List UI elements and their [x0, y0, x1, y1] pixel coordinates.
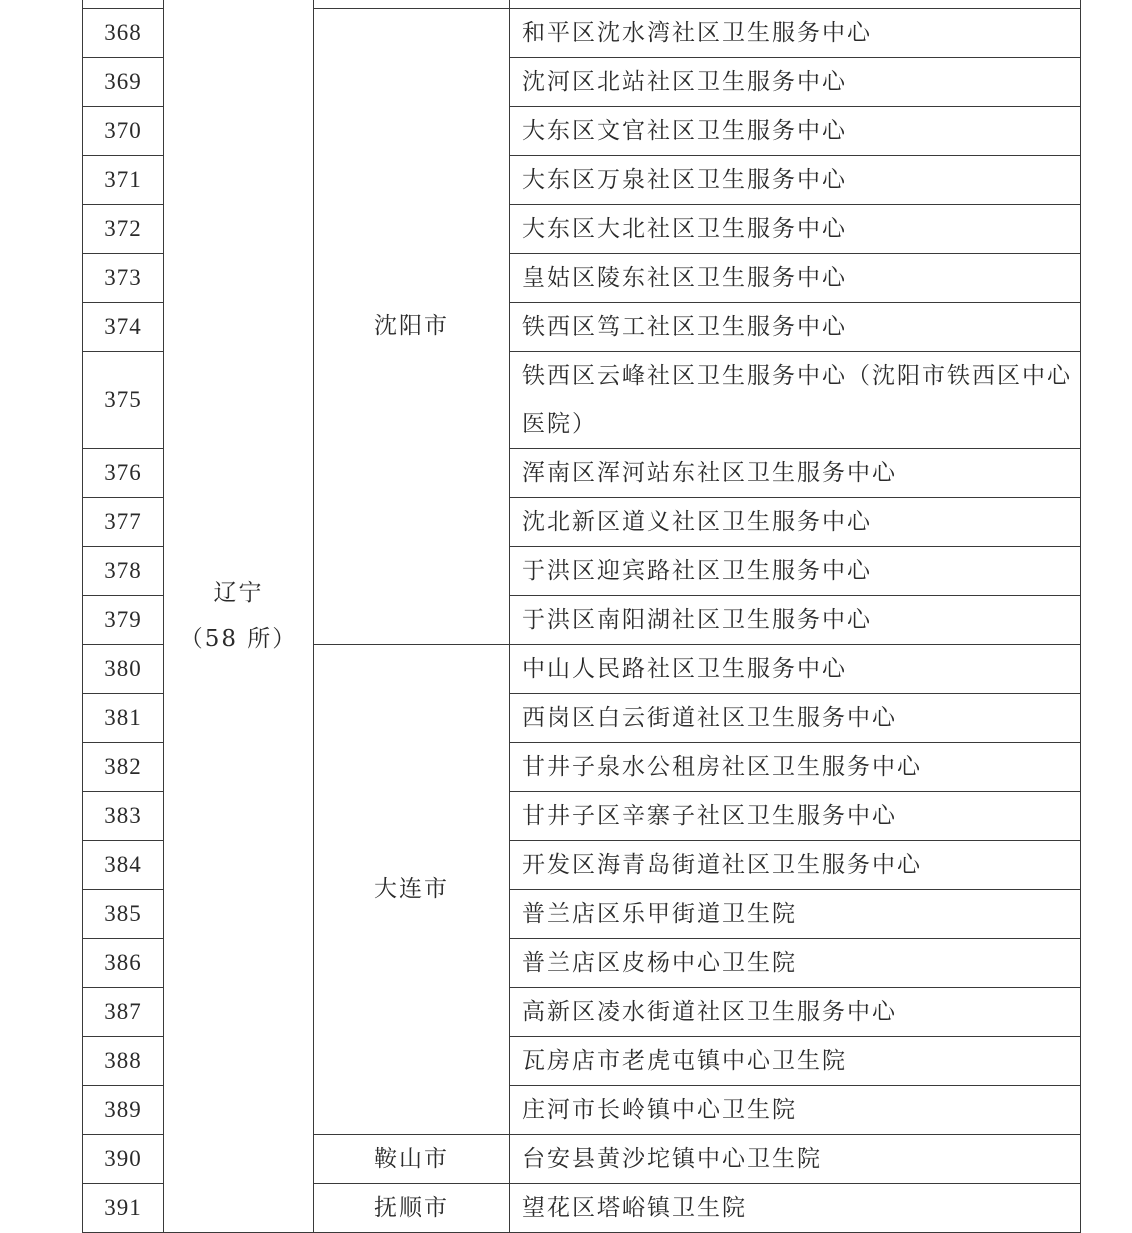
institution-name: 沈河区北站社区卫生服务中心: [510, 57, 1081, 106]
institution-name: 和平区沈水湾社区卫生服务中心: [510, 8, 1081, 57]
institution-name: 望花区塔峪镇卫生院: [510, 1183, 1081, 1232]
table-row: [83, 0, 1081, 8]
row-number: 375: [83, 351, 164, 448]
city-anshan: 鞍山市: [314, 1134, 510, 1183]
city-fushun: 抚顺市: [314, 1183, 510, 1232]
province-cell: [164, 0, 314, 1232]
row-number: 383: [83, 791, 164, 840]
row-number: 384: [83, 840, 164, 889]
institution-name: 大东区文官社区卫生服务中心: [510, 106, 1081, 155]
institution-name: 浑南区浑河站东社区卫生服务中心: [510, 448, 1081, 497]
row-number: 378: [83, 546, 164, 595]
row-number: 369: [83, 57, 164, 106]
institution-name: 沈北新区道义社区卫生服务中心: [510, 497, 1081, 546]
institution-name: 普兰店区乐甲街道卫生院: [510, 889, 1081, 938]
institution-name: 铁西区云峰社区卫生服务中心（沈阳市铁西区中心医院）: [510, 351, 1081, 448]
row-number: 380: [83, 644, 164, 693]
institution-name: 普兰店区皮杨中心卫生院: [510, 938, 1081, 987]
row-number: 373: [83, 253, 164, 302]
institution-name: 高新区凌水街道社区卫生服务中心: [510, 987, 1081, 1036]
row-number: 389: [83, 1085, 164, 1134]
institution-name: 甘井子泉水公租房社区卫生服务中心: [510, 742, 1081, 791]
institution-name: 西岗区白云街道社区卫生服务中心: [510, 693, 1081, 742]
row-number: 377: [83, 497, 164, 546]
institution-name: 甘井子区辛寨子社区卫生服务中心: [510, 791, 1081, 840]
row-number: 391: [83, 1183, 164, 1232]
institution-name: 于洪区迎宾路社区卫生服务中心: [510, 546, 1081, 595]
city-shenyang: 沈阳市: [314, 8, 510, 644]
institution-name: 庄河市长岭镇中心卫生院: [510, 1085, 1081, 1134]
row-number: 372: [83, 204, 164, 253]
row-number: 376: [83, 448, 164, 497]
row-number: 374: [83, 302, 164, 351]
institution-name: 中山人民路社区卫生服务中心: [510, 644, 1081, 693]
city-dalian: 大连市: [314, 644, 510, 1134]
institution-name: 于洪区南阳湖社区卫生服务中心: [510, 595, 1081, 644]
institution-name: 大东区万泉社区卫生服务中心: [510, 155, 1081, 204]
province-name: 辽宁: [213, 579, 264, 606]
province-count: （58 所）: [179, 625, 298, 652]
institution-name: 开发区海青岛街道社区卫生服务中心: [510, 840, 1081, 889]
institution-name: 大东区大北社区卫生服务中心: [510, 204, 1081, 253]
institution-name: 皇姑区陵东社区卫生服务中心: [510, 253, 1081, 302]
row-number: 381: [83, 693, 164, 742]
row-number: 390: [83, 1134, 164, 1183]
institution-name: 铁西区笃工社区卫生服务中心: [510, 302, 1081, 351]
row-number: 368: [83, 8, 164, 57]
institution-table: [82, 0, 1081, 1233]
row-number: 382: [83, 742, 164, 791]
row-number: 379: [83, 595, 164, 644]
row-number: 371: [83, 155, 164, 204]
institution-name: 台安县黄沙坨镇中心卫生院: [510, 1134, 1081, 1183]
row-number: 385: [83, 889, 164, 938]
row-number: 387: [83, 987, 164, 1036]
row-number: 370: [83, 106, 164, 155]
row-number: 386: [83, 938, 164, 987]
institution-name: 瓦房店市老虎屯镇中心卫生院: [510, 1036, 1081, 1085]
row-number: 388: [83, 1036, 164, 1085]
